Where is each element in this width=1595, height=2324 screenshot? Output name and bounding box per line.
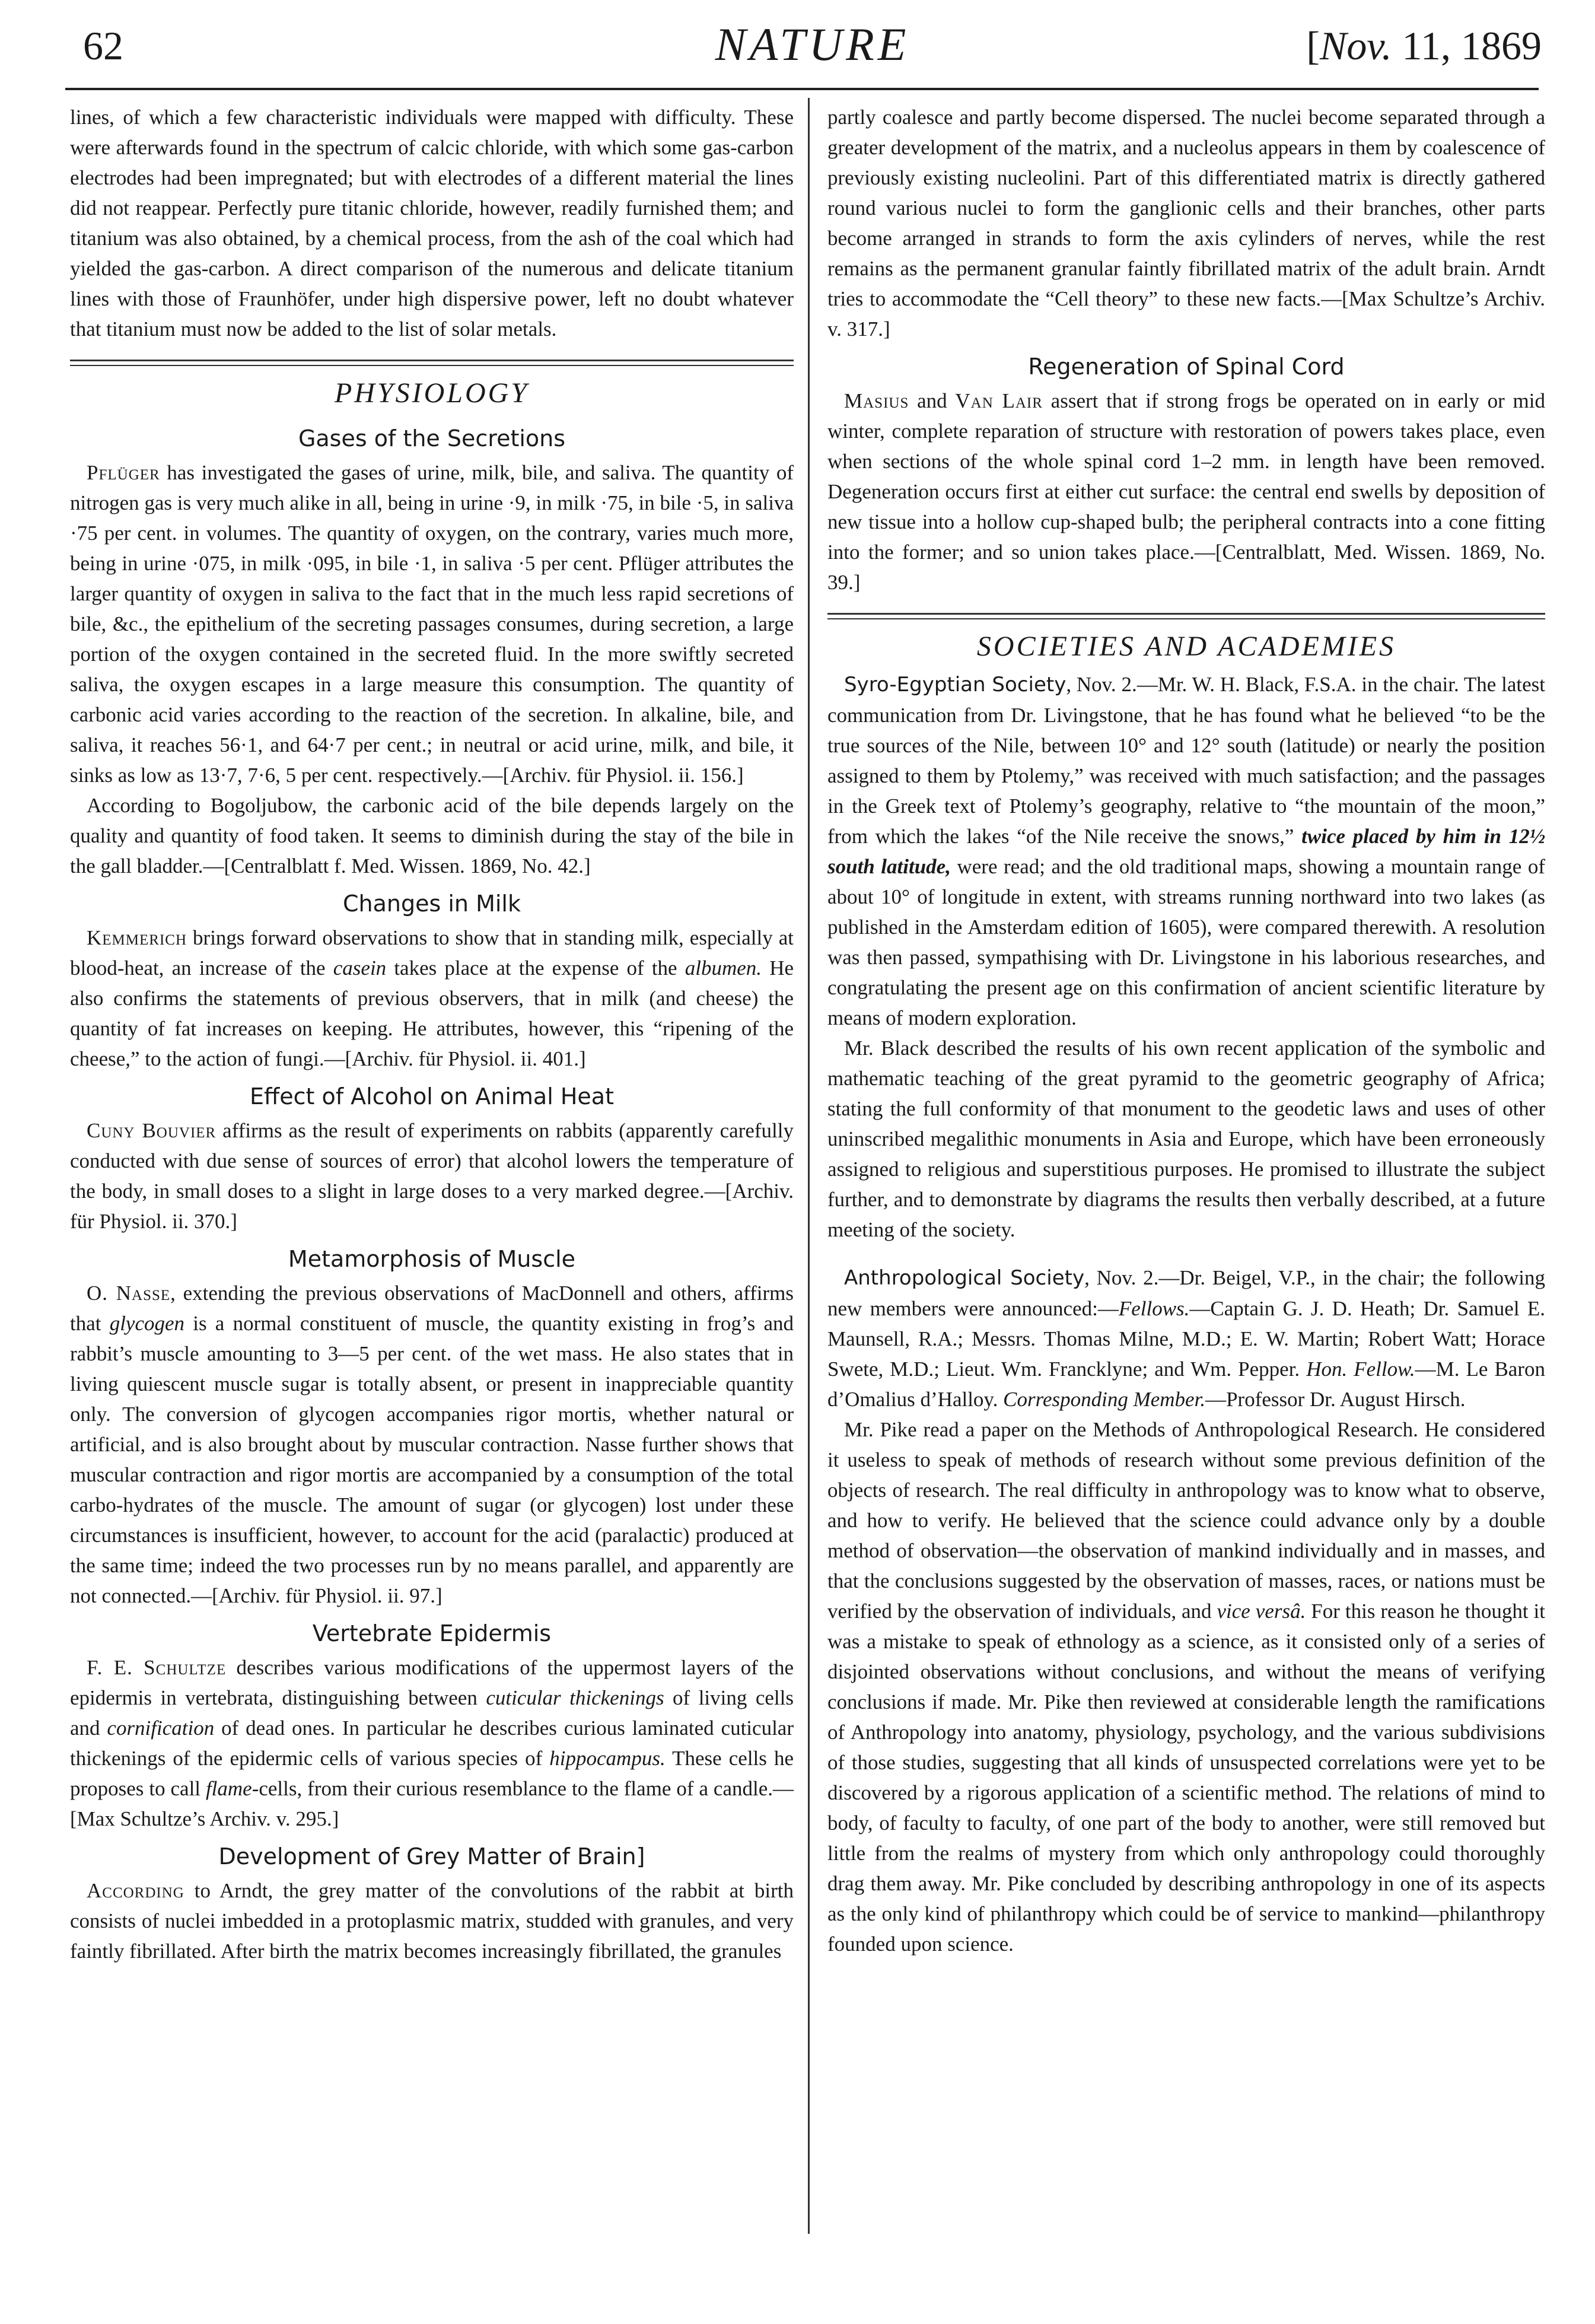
section-title-societies: SOCIETIES AND ACADEMIES (976, 631, 1396, 662)
continued-paragraph: partly coalesce and partly become dispersed. The nuclei become separated through a greater development of the matrix, and a nucleolus appears in them by coalescence of previously existing nucleolini. Part of this differentiated matrix is directly gathered round various nuclei to form the ganglionic cells and their branches, other parts become arranged in strands to form the axis cylinders of nerves, while the rest remains as the permanent granular faintly fibrillated matrix of the adult brain. Arndt tries to accommodate the “Cell theory” to these new facts.—[Max Schultze’s Archiv. v. 317.] (827, 106, 1545, 341)
report-anthropological: Anthropological Society, Nov. 2.—Dr. Beigel, V.P., in the chair; the following new members were announced:—Fellows.—Captain G. J. D. Heath; Dr. Samuel E. Maunsell, R.A.; Messrs. Thomas Milne, M.D.; E. W. Martin; Robert Watt; Horace Swete, M.D.; Lieut. Wm. Francklyne; and Wm. Pepper. Hon. Fellow.—M. Le Baron d’Omalius d’Halloy. Corresponding Member.—Professor Dr. August Hirsch. (827, 1266, 1545, 1411)
intro-paragraph: lines, of which a few characteristic individuals were mapped with difficulty. These were afterwards found in the spectrum of calcic chloride, with which some gas-carbon electrodes had been impregnated; but with electrodes of a different material the lines did not reappear. Perfectly pure titanic chloride, however, readily furnished them; and titanium was also obtained, by a chemical process, from the ash of the coal which had yielded the gas-carbon. A direct comparison of the numerous and delicate titanium lines with those of Fraunhöfer, under high dispersive power, left no doubt whatever that titanium must now be added to the list of solar metals. (70, 106, 794, 341)
article-body-gases-2: According to Bogoljubow, the carbonic acid of the bile depends largely on the quality and quantity of food taken. It seems to diminish during the stay of the bile in the gall bladder.—[Centralblatt f. Med. Wissen. 1869, No. 42.] (70, 794, 794, 878)
author-name: Cuny Bouvier (87, 1119, 217, 1142)
author-name: Pflüger (87, 461, 160, 484)
page-header (83, 17, 1542, 82)
page-number: 62 (83, 23, 123, 68)
article-title-milk: Changes in Milk (343, 891, 521, 917)
section-title-physiology: PHYSIOLOGY (334, 377, 530, 409)
issue-date (1306, 23, 1542, 69)
author-name: Kemmerich (87, 926, 187, 949)
author-name: O. Nasse (87, 1282, 171, 1305)
date-month: Nov. (1320, 23, 1392, 68)
report-syro-egyptian-2: Mr. Black described the results of his own recent application of the symbolic and mathematic teaching of the great pyramid to the geometric geography of Africa; stating the full conformity of that monument to the geodetic laws and uses of other uninscribed megalithic monuments in Asia and Europe, which have been erroneously assigned to religious and superstitious purposes. He promised to illustrate the subject further, and to demonstrate by diagrams the results then verbally described, at a future meeting of the society. (827, 1037, 1545, 1241)
date-rest: 11, 1869 (1392, 23, 1542, 68)
article-body-spinal: Masius and Van Lair assert that if strong frogs be operated on in early or mid winter, complete reparation of structure with restoration of powers takes place, even when sections of the whole spinal cord 1–2 mm. in length have been removed. Degeneration occurs first at either cut surface: the central end swells by deposition of new tissue into a hollow cup-shaped bulb; the peripheral contracts into a cone fitting into the former; and so union takes place.—[Centralblatt, Med. Wissen. 1869, No. 39.] (827, 389, 1545, 594)
date-bracket: [ (1306, 23, 1320, 68)
article-title-grey-matter: Development of Grey Matter of Brain] (218, 1843, 645, 1870)
author-name: F. E. Schultze (87, 1656, 227, 1679)
right-column (827, 102, 1545, 1959)
society-name: Syro-Egyptian Society (844, 673, 1066, 697)
author-name: According (87, 1879, 184, 1902)
article-body-milk: Kemmerich brings forward observations to show that in standing milk, especially at blood-heat, an increase of the casein takes place at the expense of the albumen. He also confirms the statements of previous observers, that in milk (and cheese) the quantity of fat increases on keeping. He attributes, however, this “ripening of the cheese,” to the action of fungi.—[Archiv. für Physiol. ii. 401.] (70, 926, 794, 1070)
journal-title: NATURE (715, 18, 910, 70)
society-name: Anthropological Society (844, 1266, 1085, 1290)
report-syro-egyptian: Syro-Egyptian Society, Nov. 2.—Mr. W. H. Black, F.S.A. in the chair. The latest communication from Dr. Livingstone, that he has found what he believed “to be the true sources of the Nile, between 10° and 12° south (latitude) or nearly the position assigned to them by Ptolemy,” was received with much satisfaction; and the passages in the Greek text of Ptolemy’s geography, relative to “the mountain of the moon,” from which the lakes “of the Nile receive the snows,” twice placed by him in 12½ south latitude, were read; and the old traditional maps, showing a mountain range of about 10° of longitude in extent, with streams running northward into two lakes (as published in the Amsterdam edition of 1605), were compared therewith. A resolution was then passed, sympathising with Dr. Livingstone in his laborious researches, and congratulating the present age on this confirmation of ancient scientific literature by means of modern exploration. (827, 673, 1546, 1029)
article-title-spinal: Regeneration of Spinal Cord (1028, 354, 1345, 380)
article-title-epidermis: Vertebrate Epidermis (312, 1620, 552, 1646)
author-name: Van Lair (955, 389, 1043, 412)
section-rule (827, 613, 1545, 619)
article-body-muscle: O. Nasse, extending the previous observations of MacDonnell and others, affirms that glycogen is a normal constituent of muscle, the quantity existing in frog’s and rabbit’s muscle amounting to 3—5 per cent. of the wet mass. He also states that in living quiescent muscle sugar is totally absent, or present in inappreciable quantity only. The conversion of glycogen accompanies rigor mortis, whether natural or artificial, and is also brought about by muscular contraction. Nasse further shows that muscular contraction and rigor mortis are accompanied by a consumption of the total carbo-hydrates of the muscle. The amount of sugar (or glycogen) lost under these circumstances is insufficient, however, to account for the acid (paralactic) produced at the same time; indeed the two processes run by no means parallel, and apparently are not connected.—[Archiv. für Physiol. ii. 97.] (70, 1282, 794, 1607)
header-rule (65, 88, 1539, 90)
article-title-gases: Gases of the Secretions (298, 425, 566, 452)
column-divider (808, 98, 810, 2234)
article-title-muscle: Metamorphosis of Muscle (288, 1246, 576, 1272)
article-body-alcohol: Cuny Bouvier affirms as the result of experiments on rabbits (apparently carefully conducted with due sense of sources of error) that alcohol lowers the temperature of the body, in small doses to a slight in large doses to a very marked degree.—[Archiv. für Physiol. ii. 370.] (70, 1119, 794, 1233)
article-body-grey-matter: According to Arndt, the grey matter of the convolutions of the rabbit at birth consists of nuclei imbedded in a protoplasmic matrix, studded with granules, and very faintly fibrillated. After birth the matrix becomes increasingly fibrillated, the granules (70, 1879, 794, 1963)
article-title-alcohol: Effect of Alcohol on Animal Heat (250, 1083, 614, 1109)
report-anthropological-2: Mr. Pike read a paper on the Methods of Anthropological Research. He considered it useless to speak of methods of research without some previous definition of the objects of research. The real difficulty in anthropology was to know what to observe, and how to verify. He believed that the science could advance only by a double method of observation—the observation of mankind individually and in masses, and that the conclusions suggested by the observation of masses, races, or nations must be verified by the observation of individuals, and vice versâ. For this reason he thought it was a mistake to speak of ethnology as a science, as it consisted only of a series of disjointed observations without conclusions, and without the means of verifying conclusions if made. Mr. Pike then reviewed at considerable length the ramifications of Anthropology into anatomy, physiology, psychology, and the various subdivisions of those studies, suggesting that all kinds of unsuspected correlations were yet to be discovered by a rigorous application of a scientific method. The relations of mind to body, of faculty to faculty, of one part of the body to another, were still removed but little from the realms of mystery from which only anthropology could thoroughly drag them away. Mr. Pike concluded by describing anthropology in one of its aspects as the only kind of philanthropy which could be of service to mankind—philanthropy founded upon science. (827, 1418, 1546, 1956)
section-rule (70, 360, 794, 366)
article-body-gases: Pflüger has investigated the gases of urine, milk, bile, and saliva. The quantity of nitrogen gas is very much alike in all, being in urine ·9, in milk ·75, in bile ·5, in saliva ·75 per cent. in volumes. The quantity of oxygen, on the contrary, varies much more, being in urine ·075, in milk ·095, in bile ·1, in saliva ·5 per cent. Pflüger attributes the larger quantity of oxygen in saliva to the fact that in the much less rapid secretions of bile, &c., the epithelium of the secreting passages consumes, during secretion, a large portion of the oxygen contained in the secreted fluid. In the more swiftly secreted saliva, the oxygen escapes in a large measure this consumption. The quantity of carbonic acid varies according to the reaction of the secretion. In alkaline, bile, and saliva, it reaches 56·1, and 64·7 per cent.; in neutral or acid urine, milk, and bile, it sinks as low as 13·7, 7·6, 5 per cent. respectively.—[Archiv. für Physiol. ii. 156.] (70, 461, 794, 787)
left-column (70, 102, 794, 1966)
author-name: Masius (844, 389, 909, 412)
article-body-epidermis: F. E. Schultze describes various modifications of the uppermost layers of the epidermis in vertebrata, distinguishing between cuticular thickenings of living cells and cornification of dead ones. In particular he describes curious laminated cuticular thickenings of the epidermic cells of various species of hippocampus. These cells he proposes to call flame-cells, from their curious resemblance to the flame of a candle.—[Max Schultze’s Archiv. v. 295.] (70, 1656, 794, 1830)
